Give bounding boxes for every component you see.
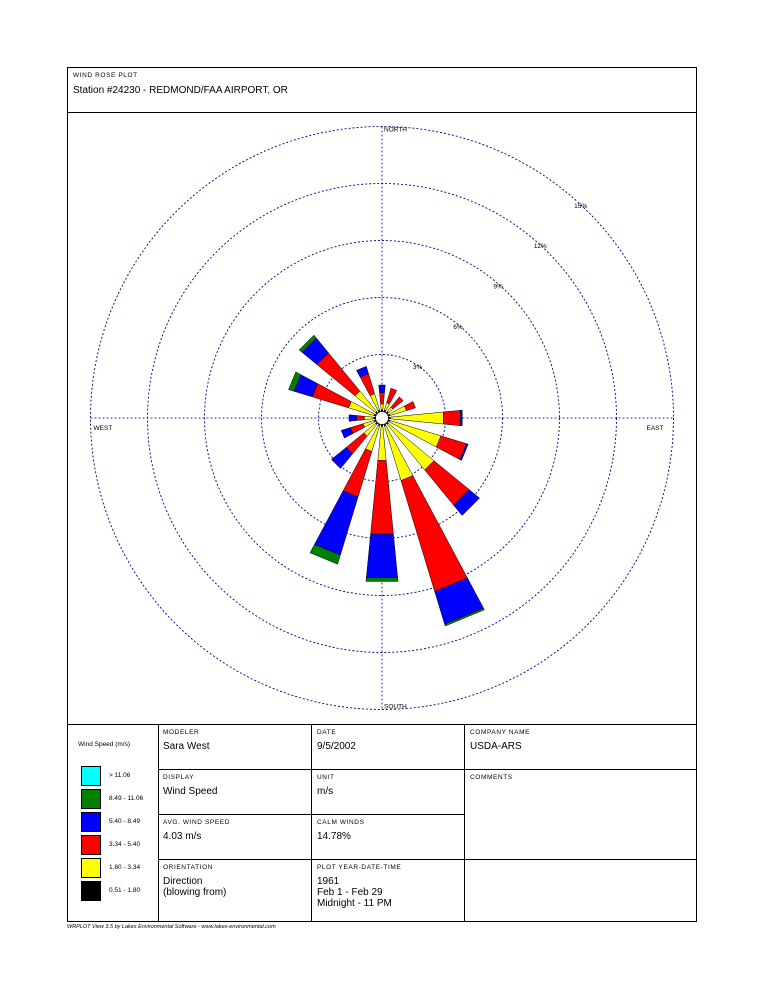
- modeler-label: MODELER: [163, 729, 200, 736]
- plot-year: 1961: [317, 876, 340, 887]
- legend-title: Wind Speed (m/s): [78, 741, 131, 748]
- comments-cell: [465, 770, 696, 860]
- calm-winds-label: CALM WINDS: [317, 819, 365, 826]
- unit-value: m/s: [317, 786, 334, 797]
- date-label: DATE: [317, 729, 337, 736]
- petal-segment: [387, 388, 397, 404]
- legend-item: [81, 881, 161, 901]
- modeler-cell: [158, 725, 312, 770]
- legend-item: [81, 766, 161, 786]
- calm-winds-cell: [312, 815, 465, 860]
- petal-segment: [404, 402, 415, 411]
- petal-segment: [371, 460, 394, 534]
- modeler-value: Sara West: [163, 741, 210, 752]
- software-credit: WRPLOT View 3.5 by Lakes Environmental Software - www.lakes-environmental.com: [67, 924, 276, 930]
- petal-segment: [390, 412, 443, 424]
- comments-label: COMMENTS: [470, 774, 513, 781]
- station-title: Station #24230 - REDMOND/FAA AIRPORT, OR: [73, 85, 288, 96]
- orientation-cell: [158, 860, 312, 922]
- petal-segment: [341, 428, 353, 438]
- avg-speed-label: AVG. WIND SPEED: [163, 819, 231, 826]
- avg-speed-value: 4.03 m/s: [163, 831, 202, 842]
- petal-segment: [381, 404, 384, 410]
- petal-segment: [380, 393, 385, 404]
- legend-swatch: [81, 835, 101, 855]
- plot-hours: Midnight - 11 PM: [317, 898, 392, 909]
- petal-segment: [378, 426, 386, 460]
- plot-time-cell: [312, 860, 465, 922]
- legend-swatch: [81, 789, 101, 809]
- legend-item: [81, 858, 161, 878]
- orientation-line-2: (blowing from): [163, 887, 227, 898]
- petal-segment: [443, 410, 460, 425]
- petal-segment: [460, 410, 462, 426]
- wind-rose-report: [67, 67, 697, 922]
- legend-swatch: [81, 812, 101, 832]
- legend-label: 3.34 - 5.40: [109, 841, 141, 848]
- petal-segment: [357, 416, 365, 421]
- petal-segment: [331, 447, 352, 468]
- petal-segment: [379, 385, 385, 393]
- ring-label: 15%: [574, 202, 588, 210]
- calm-winds-value: 14.78%: [317, 831, 351, 842]
- info-panel: [68, 724, 696, 922]
- display-label: DISPLAY: [163, 774, 195, 781]
- petal-segment: [366, 534, 397, 577]
- petal-segment: [366, 578, 398, 582]
- legend-label: 5.40 - 8.49: [109, 818, 141, 825]
- unit-label: UNIT: [317, 774, 335, 781]
- plot-time-label: PLOT YEAR-DATE-TIME: [317, 864, 402, 871]
- unit-cell: [312, 770, 465, 815]
- ring-label: 12%: [533, 243, 547, 251]
- display-value: Wind Speed: [163, 786, 218, 797]
- legend-label: > 11.06: [109, 772, 131, 779]
- ring-label: 9%: [493, 283, 503, 291]
- orientation-label: ORIENTATION: [163, 864, 214, 871]
- orientation-value: [163, 876, 226, 898]
- report-header: [68, 68, 696, 113]
- petal-segment: [360, 374, 374, 396]
- date-value: 9/5/2002: [317, 741, 356, 752]
- legend-item: [81, 835, 161, 855]
- company-cell: [465, 725, 696, 770]
- legend-item: [81, 812, 161, 832]
- legend-label: 8.49 - 11.06: [109, 795, 144, 802]
- petal-segment: [364, 416, 373, 420]
- display-cell: [158, 770, 312, 815]
- ring-label: 6%: [453, 323, 463, 331]
- legend-swatch: [81, 881, 101, 901]
- legend-swatch: [81, 858, 101, 878]
- plot-dates: Feb 1 - Feb 29: [317, 887, 383, 898]
- west-label: WEST: [93, 425, 113, 432]
- legend-item: [81, 789, 161, 809]
- petal-segment: [315, 491, 359, 555]
- petal-segment: [391, 397, 403, 409]
- wind-rose-chart: [68, 112, 696, 724]
- company-value: USDA-ARS: [470, 741, 522, 752]
- orientation-line-1: Direction: [163, 876, 203, 887]
- calm-circle: [376, 412, 389, 425]
- report-type-label: WIND ROSE PLOT: [73, 72, 138, 79]
- south-label: SOUTH: [384, 703, 407, 711]
- petal-segment: [349, 415, 357, 421]
- avg-speed-cell: [158, 815, 312, 860]
- east-label: EAST: [646, 425, 664, 432]
- plot-time-value: [317, 876, 392, 909]
- date-cell: [312, 725, 465, 770]
- legend-swatch: [81, 766, 101, 786]
- legend-label: 0.51 - 1.80: [109, 887, 141, 894]
- company-label: COMPANY NAME: [470, 729, 531, 736]
- ring-label: 3%: [412, 364, 423, 372]
- legend: [68, 725, 159, 922]
- legend-label: 1.80 - 3.34: [109, 864, 141, 871]
- north-label: NORTH: [384, 126, 407, 134]
